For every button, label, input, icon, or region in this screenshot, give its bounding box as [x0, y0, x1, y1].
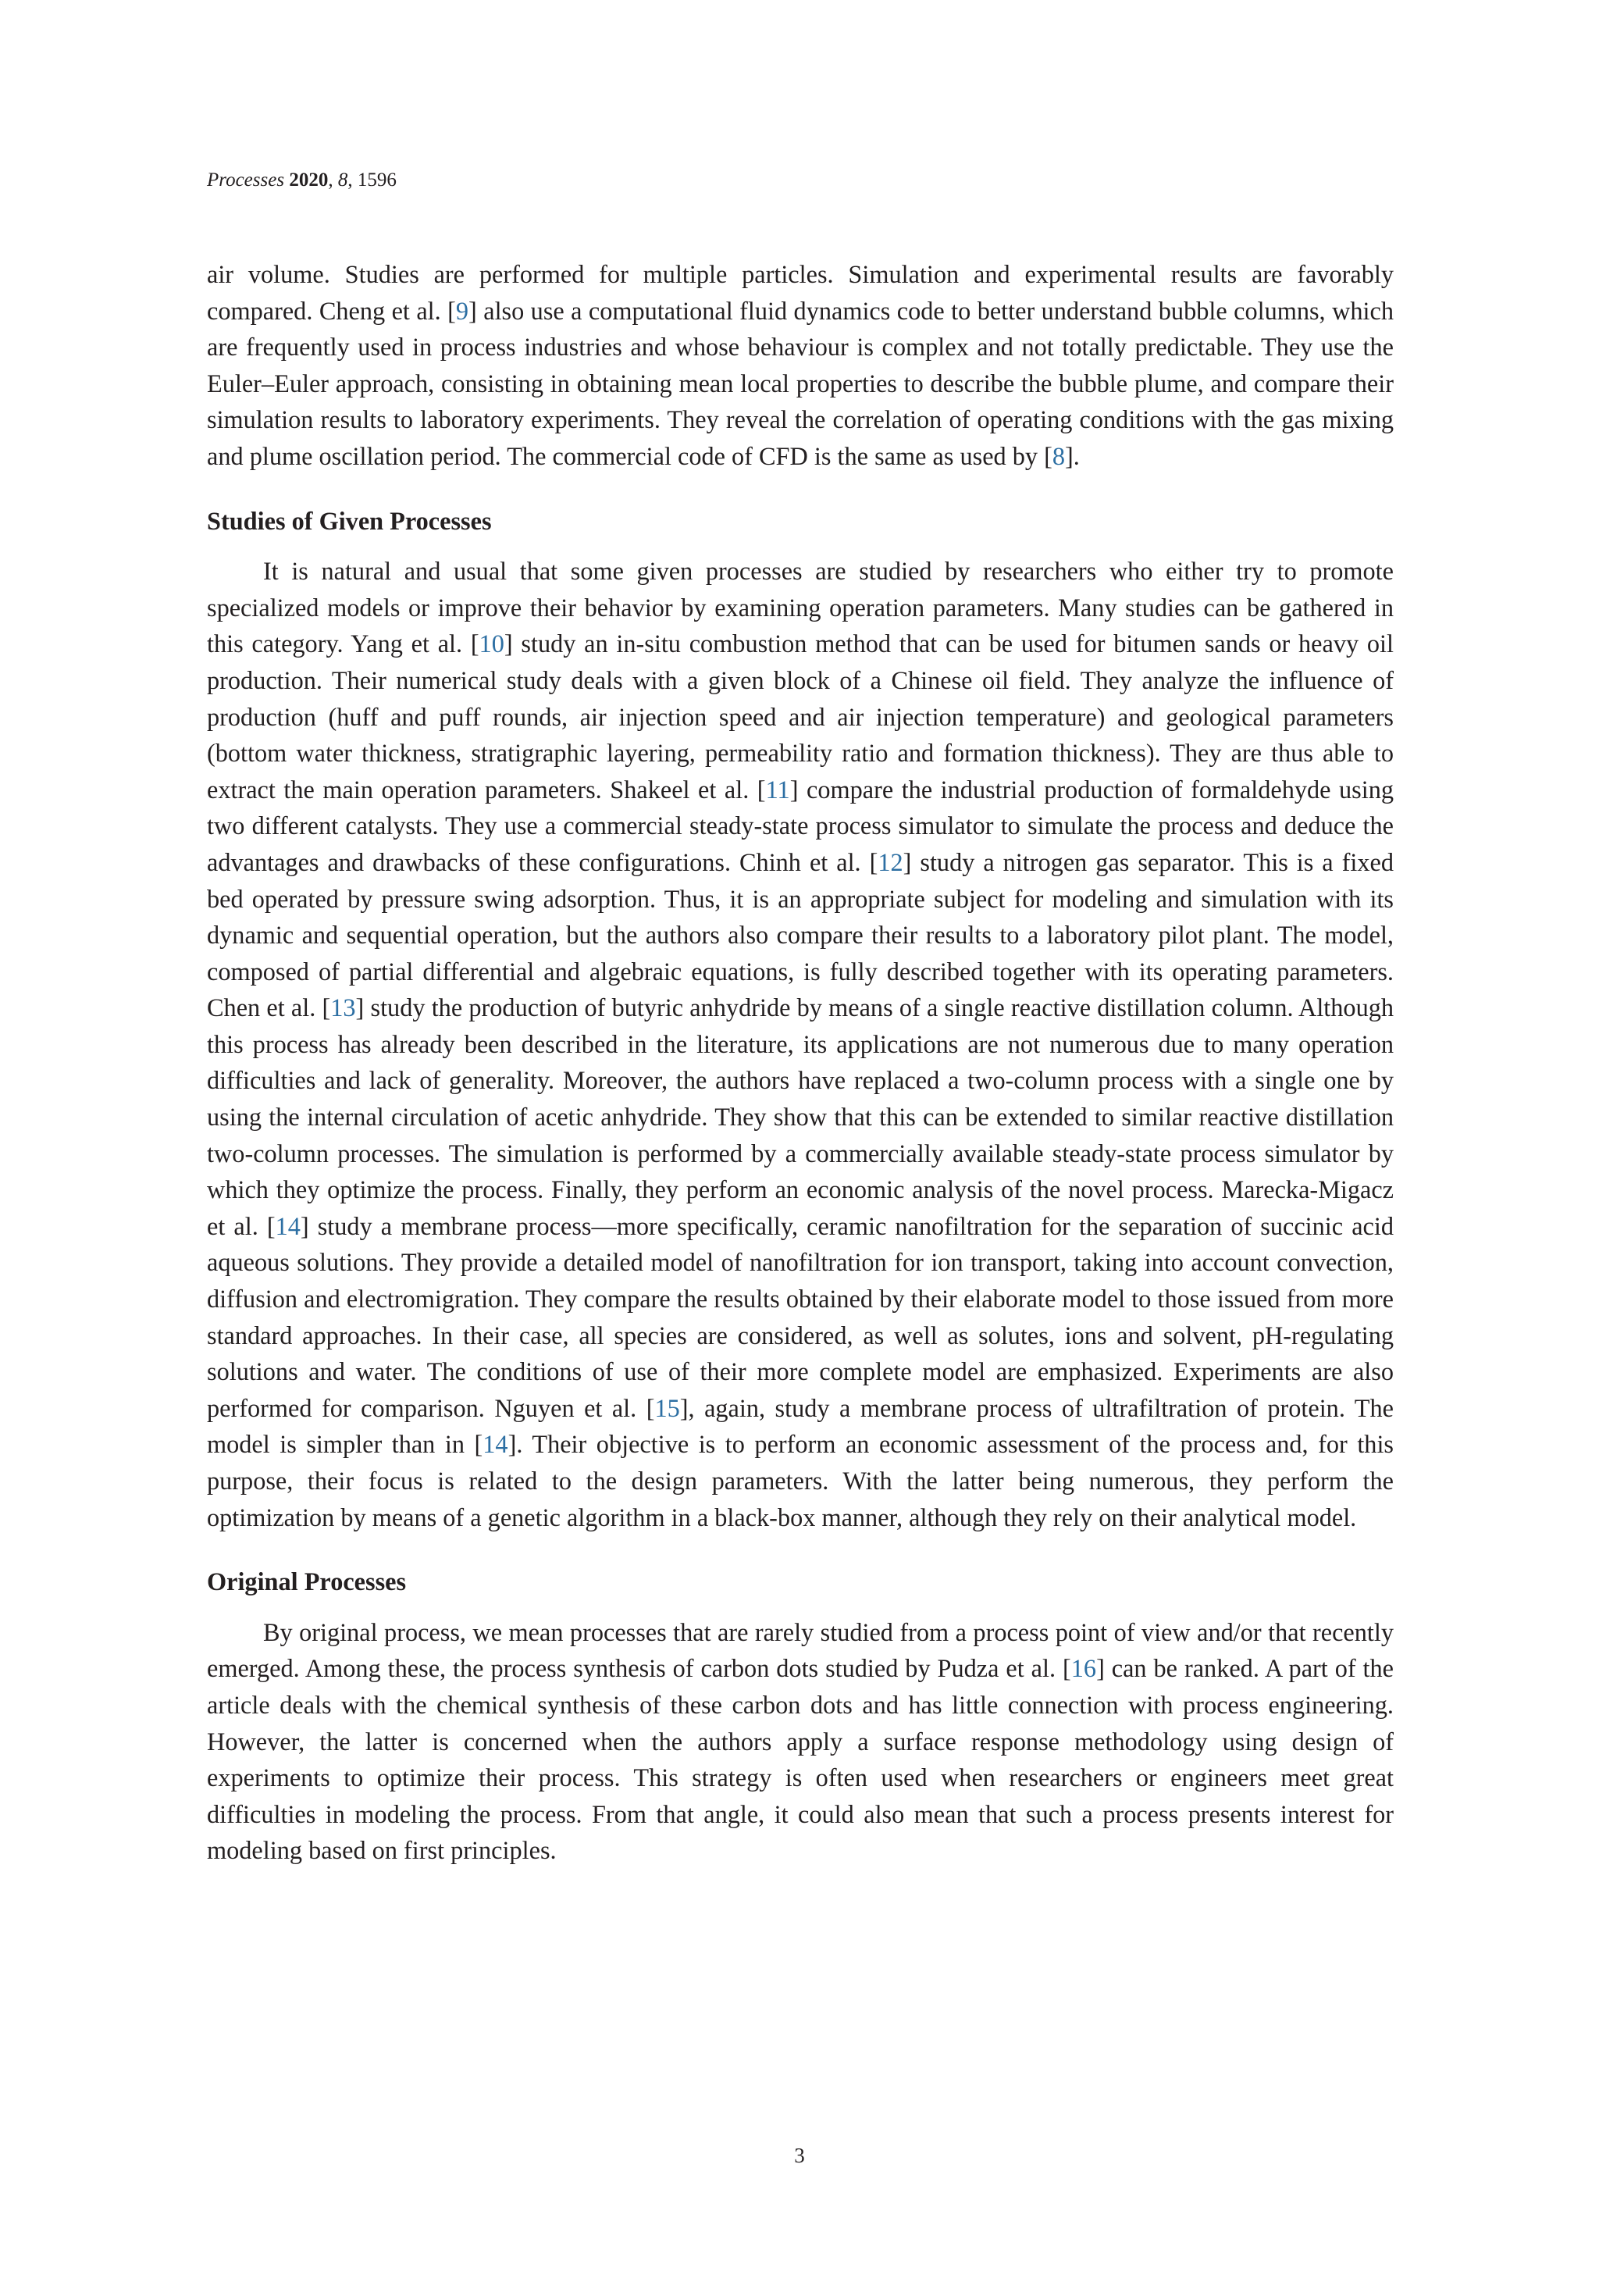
- volume-number: 8: [337, 169, 348, 191]
- page-number: 3: [794, 2144, 805, 2167]
- text-run: ] also use a computational fluid dynamics code to better understand bubble columns, which are frequently used in process industries and whose behaviour is complex and not totally predictable. They use the Euler–Euler approach, consisting in obtaining mean local properties to describe the bubble plume, and compare their simulation results to laboratory experiments. They reveal the correlation of operating conditions with the gas mixing and plume oscillation period. The commercial code of CFD is the same as used by [: [207, 296, 1394, 470]
- text-run: ] study the production of butyric anhydride by means of a single reactive distillation column. Although this process has already been described in the literature, its applications are not numerous due to many operation difficulties and lack of generality. Moreover, the authors have replaced a two-column process with a single one by using the internal circulation of acetic anhydride. They show that this can be extended to similar reactive distillation two-column processes. The simulation is performed by a commercially available steady-state process simulator by which they optimize the process. Finally, they perform an economic analysis of the novel process. Marecka-Migacz et al. [: [207, 993, 1394, 1240]
- article-number: 1596: [357, 169, 397, 191]
- citation-link[interactable]: 14: [483, 1430, 508, 1459]
- section-heading: Original Processes: [207, 1567, 407, 1596]
- citation-link[interactable]: 10: [479, 629, 504, 658]
- text-run: ] can be ranked. A part of the article deals with the chemical synthesis of these carbon dots and has little connection with process engineering. However, the latter is concerned when the authors apply a surface response methodology using design of experiments to optimize their process. This strategy is often used when researchers or engineers meet great difficulties in modeling the process. From that angle, it could also mean that such a process presents interest for modeling based on first principles.: [207, 1654, 1394, 1865]
- header-separator: ,: [328, 169, 338, 191]
- text-run: ] study a membrane process—more specifically, ceramic nanofiltration for the separation of succinic acid aqueous solutions. They provide a detailed model of nanofiltration for ion transport, taking into account convection, diffusion and electromigration. They compare the results obtained by their elaborate model to those issued from more standard approaches. In their case, all species are considered, as well as solutes, ions and solvent, pH-regulating solutions and water. The conditions of use of their more complete model are emphasized. Experiments are also performed for comparison. Nguyen et al. [: [207, 1211, 1394, 1422]
- citation-link[interactable]: 16: [1070, 1654, 1097, 1683]
- body-paragraph: [207, 256, 1394, 475]
- text-run: It is natural and usual that some given processes are studied by researchers who either try to promote specialized models or improve their behavior by examining operation parameters. Many studies can be gathered in this category. Yang et al. [: [207, 557, 1394, 658]
- text-run: ] study an in-situ combustion method that can be used for bitumen sands or heavy oil production. Their numerical study deals with a given block of a Chinese oil field. They analyze the influence of production (huff and puff rounds, air injection speed and air injection temperature) and geological parameters (bottom water thickness, stratigraphic layering, permeability ratio and formation thickness). They are thus able to extract the main operation parameters. Shakeel et al. [: [207, 629, 1394, 804]
- text-run: ] study a nitrogen gas separator. This is a fixed bed operated by pressure swing adsorption. Thus, it is an appropriate subject for modeling and simulation with its dynamic and sequential operation, but the authors also compare their results to a laboratory pilot plant. The model, composed of partial differential and algebraic equations, is fully described together with its operating parameters. Chen et al. [: [207, 847, 1394, 1022]
- header-separator: ,: [347, 169, 358, 191]
- citation-link[interactable]: 9: [455, 296, 469, 325]
- running-header: [207, 169, 397, 192]
- text-run: air volume. Studies are performed for multiple particles. Simulation and experimental results are favorably compared. Cheng et al. [: [207, 260, 1394, 325]
- citation-link[interactable]: 8: [1052, 441, 1066, 470]
- citation-link[interactable]: 13: [330, 993, 356, 1022]
- citation-link[interactable]: 12: [878, 847, 903, 876]
- text-run: ] compare the industrial production of formaldehyde using two different catalysts. They use a commercial steady-state process simulator to simulate the process and deduce the advantages and drawbacks of these configurations. Chinh et al. [: [207, 775, 1394, 876]
- body-paragraph: [207, 1614, 1394, 1869]
- citation-link[interactable]: 14: [275, 1211, 301, 1240]
- text-run: ], again, study a membrane process of ultrafiltration of protein. The model is simpler than in [: [207, 1393, 1394, 1459]
- citation-link[interactable]: 15: [654, 1393, 680, 1422]
- section-heading: Studies of Given Processes: [207, 506, 492, 535]
- publication-year: 2020: [289, 169, 329, 191]
- text-run: ].: [1065, 441, 1080, 470]
- article-body: [207, 256, 1394, 1869]
- text-run: ]. Their objective is to perform an economic assessment of the process and, for this purpose, their focus is related to the design parameters. With the latter being numerous, they perform the optimization by means of a genetic algorithm in a black-box manner, although they rely on their analytical model.: [207, 1430, 1394, 1531]
- citation-link[interactable]: 11: [765, 775, 790, 804]
- text-run: By original process, we mean processes that are rarely studied from a process point of view and/or that recently emerged. Among these, the process synthesis of carbon dots studied by Pudza et al. [: [207, 1617, 1394, 1683]
- journal-name: Processes: [207, 169, 285, 191]
- body-paragraph: [207, 553, 1394, 1535]
